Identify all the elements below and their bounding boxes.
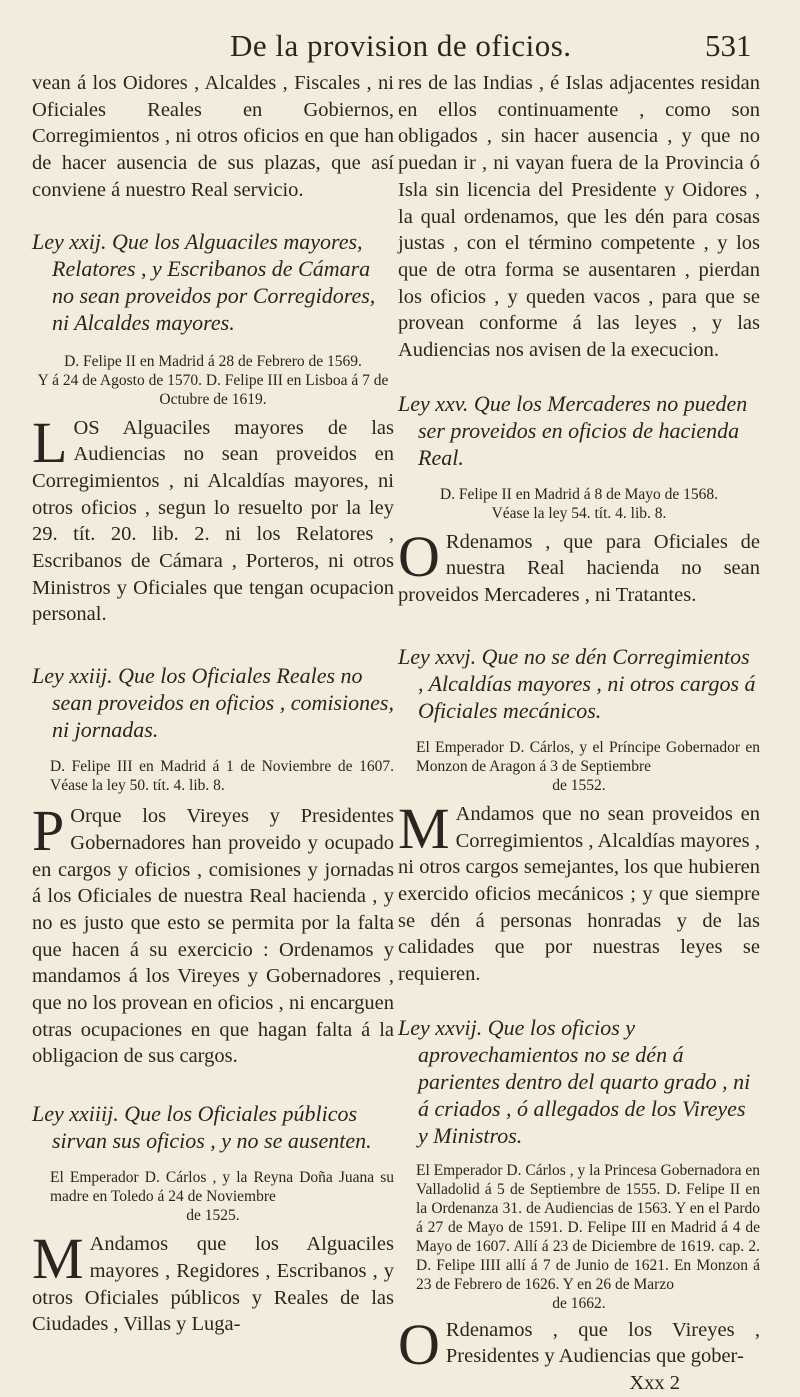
page-number: 531 <box>705 28 752 63</box>
law-27-text: Rdenamos , que los Vireyes , Presidentes y Audiencias que gober- <box>445 1318 760 1368</box>
law-27-source-year: de 1662. <box>552 1294 606 1312</box>
law-23-text: Orque los Vireyes y Presidentes Gobernadores han proveido y ocupado en cargos y oficios , comisiones y jornadas á los Oficiales de nuestra Real hacienda , y no es justo que esto se permita por la falta que hacen á su exercicio : Ordenamos y mandamos á los Vireyes y Gobernadores , que no los provean en oficios , ni encarguen otras ocupaciones en que hagan falta á la obligacion de sus cargos. <box>32 805 394 1068</box>
law-23-source: D. Felipe III en Madrid á 1 de Noviembre de 1607. Véase la ley 50. tít. 4. lib. 8. <box>50 758 394 795</box>
law-26-body <box>398 795 760 988</box>
law-25-source-rest: Véase la ley 54. tít. 4. lib. 8. <box>491 504 667 522</box>
law-26-source-year: de 1552. <box>552 776 606 794</box>
drop-cap: L <box>32 409 68 475</box>
law-22-body <box>32 409 394 629</box>
law-24-source: El Emperador D. Cárlos , y la Reyna Doña Juana su madre en Toledo á 24 de Noviembre <box>50 1169 394 1206</box>
law-25-source: D. Felipe II en Madrid á 8 de Mayo de 1568. <box>439 485 719 503</box>
law-24-source-year: de 1525. <box>186 1207 240 1225</box>
drop-cap: M <box>32 1226 84 1292</box>
law-26-source: El Emperador D. Cárlos, y el Príncipe Gobernador en Monzon de Aragon á 3 de Septiembre <box>416 738 760 775</box>
law-26-title: Ley xxvj. Que no se dén Corregimientos , Alcaldías mayores , ni otros cargos á Oficiales mecánicos. <box>398 643 756 723</box>
drop-cap: M <box>398 795 450 861</box>
drop-cap: P <box>32 798 65 864</box>
law-24-body <box>32 1226 394 1338</box>
law-25-title: Ley xxv. Que los Mercaderes no pueden ser proveidos en oficios de hacienda Real. <box>398 390 748 470</box>
law-24-text: Andamos que los Alguaciles mayores , Regidores , Escribanos , y otros Oficiales públicos y Reales de las Ciudades , Villas y Luga- <box>32 1233 394 1336</box>
law-24-title: Ley xxiiij. Que los Oficiales públicos sirvan sus oficios , y no se ausenten. <box>32 1101 372 1154</box>
page-header <box>0 28 800 68</box>
intro-text-right: res de las Indias , é Islas adjacentes residan en ellos continuamente , como son obligados , sin hacer ausencia , y que no puedan ir , ni vayan fuera de la Provincia ó Isla sin licencia del Presidente y Oidores , la qual ordenamos, que les dén para cosas justas , con el término competente , y los que de otra forma se ausentaren , pierdan los oficios , y queden vacos , para que se provean conforme á las leyes , y las Audiencias nos avisen de la execucion. <box>398 72 760 362</box>
right-column <box>398 70 760 1397</box>
drop-cap: O <box>398 523 440 589</box>
law-22-title: Ley xxij. Que los Alguaciles mayores, Relatores , y Escribanos de Cámara no sean proveidos por Corregidores, ni Alcaldes mayores. <box>32 228 376 335</box>
law-27-body <box>398 1311 760 1377</box>
law-22-source-rest: Y á 24 de Agosto de 1570. D. Felipe III en Lisboa á 7 de Octubre de 1619. <box>37 371 389 408</box>
law-25-body <box>398 523 760 609</box>
law-22-text: OS Alguaciles mayores de las Audiencias no sean proveidos en Corregimientos , ni Alcaldías mayores, ni otros oficios , segun lo resuelto por la ley 29. tít. 20. lib. 2. ni los Relatores , Escribanos de Cámara , Porteros, ni otros Ministros y Oficiales que tengan ocupacion personal. <box>32 416 394 626</box>
law-22-source-line1: D. Felipe II en Madrid á 28 de Febrero de 1569. <box>64 352 362 370</box>
running-head: De la provision de oficios. <box>230 28 572 63</box>
left-column <box>32 70 394 1338</box>
law-26-text: Andamos que no sean proveidos en Corregimientos , Alcaldías mayores , ni otros cargos semejantes, los que hubieren exercido oficios mecánicos ; y que siempre se dén á personas honradas y de las calidades que por nuestras leyes se requieren. <box>398 802 760 986</box>
law-27-title: Ley xxvij. Que los oficios y aprovechamientos no se dén á parientes dentro del quarto grado , ni á criados , ó allegados de los Vireyes y Ministros. <box>398 1014 751 1148</box>
intro-text-left: vean á los Oidores , Alcaldes , Fiscales , ni Oficiales Reales en Gobiernos, Corregimientos , ni otros oficios en que han de hacer ausencia de sus plazas, que así conviene á nuestro Real servicio. <box>32 72 394 201</box>
law-25-text: Rdenamos , que para Oficiales de nuestra Real hacienda no sean proveidos Mercaderes , ni Tratantes. <box>398 530 760 607</box>
law-27-source: El Emperador D. Cárlos , y la Princesa Gobernadora en Valladolid á 5 de Septiembre de 1555. D. Felipe II en la Ordenanza 31. de Audiencias de 1563. Y en el Pardo á 27 de Mayo de 1591. D. Felipe III en Madrid á 4 de Mayo de 1607. Allí á 23 de Diciembre de 1619. cap. 2. D. Felipe IIII allí á 7 de Junio de 1621. En Monzon á 23 de Febrero de 1626. Y en 26 de Marzo <box>416 1161 760 1293</box>
law-23-title: Ley xxiij. Que los Oficiales Reales no sean proveidos en oficios , comisiones, ni jornadas. <box>32 663 394 743</box>
drop-cap: O <box>398 1311 440 1377</box>
catchword: Xxx 2 <box>629 1372 680 1395</box>
law-23-body <box>32 798 394 1070</box>
